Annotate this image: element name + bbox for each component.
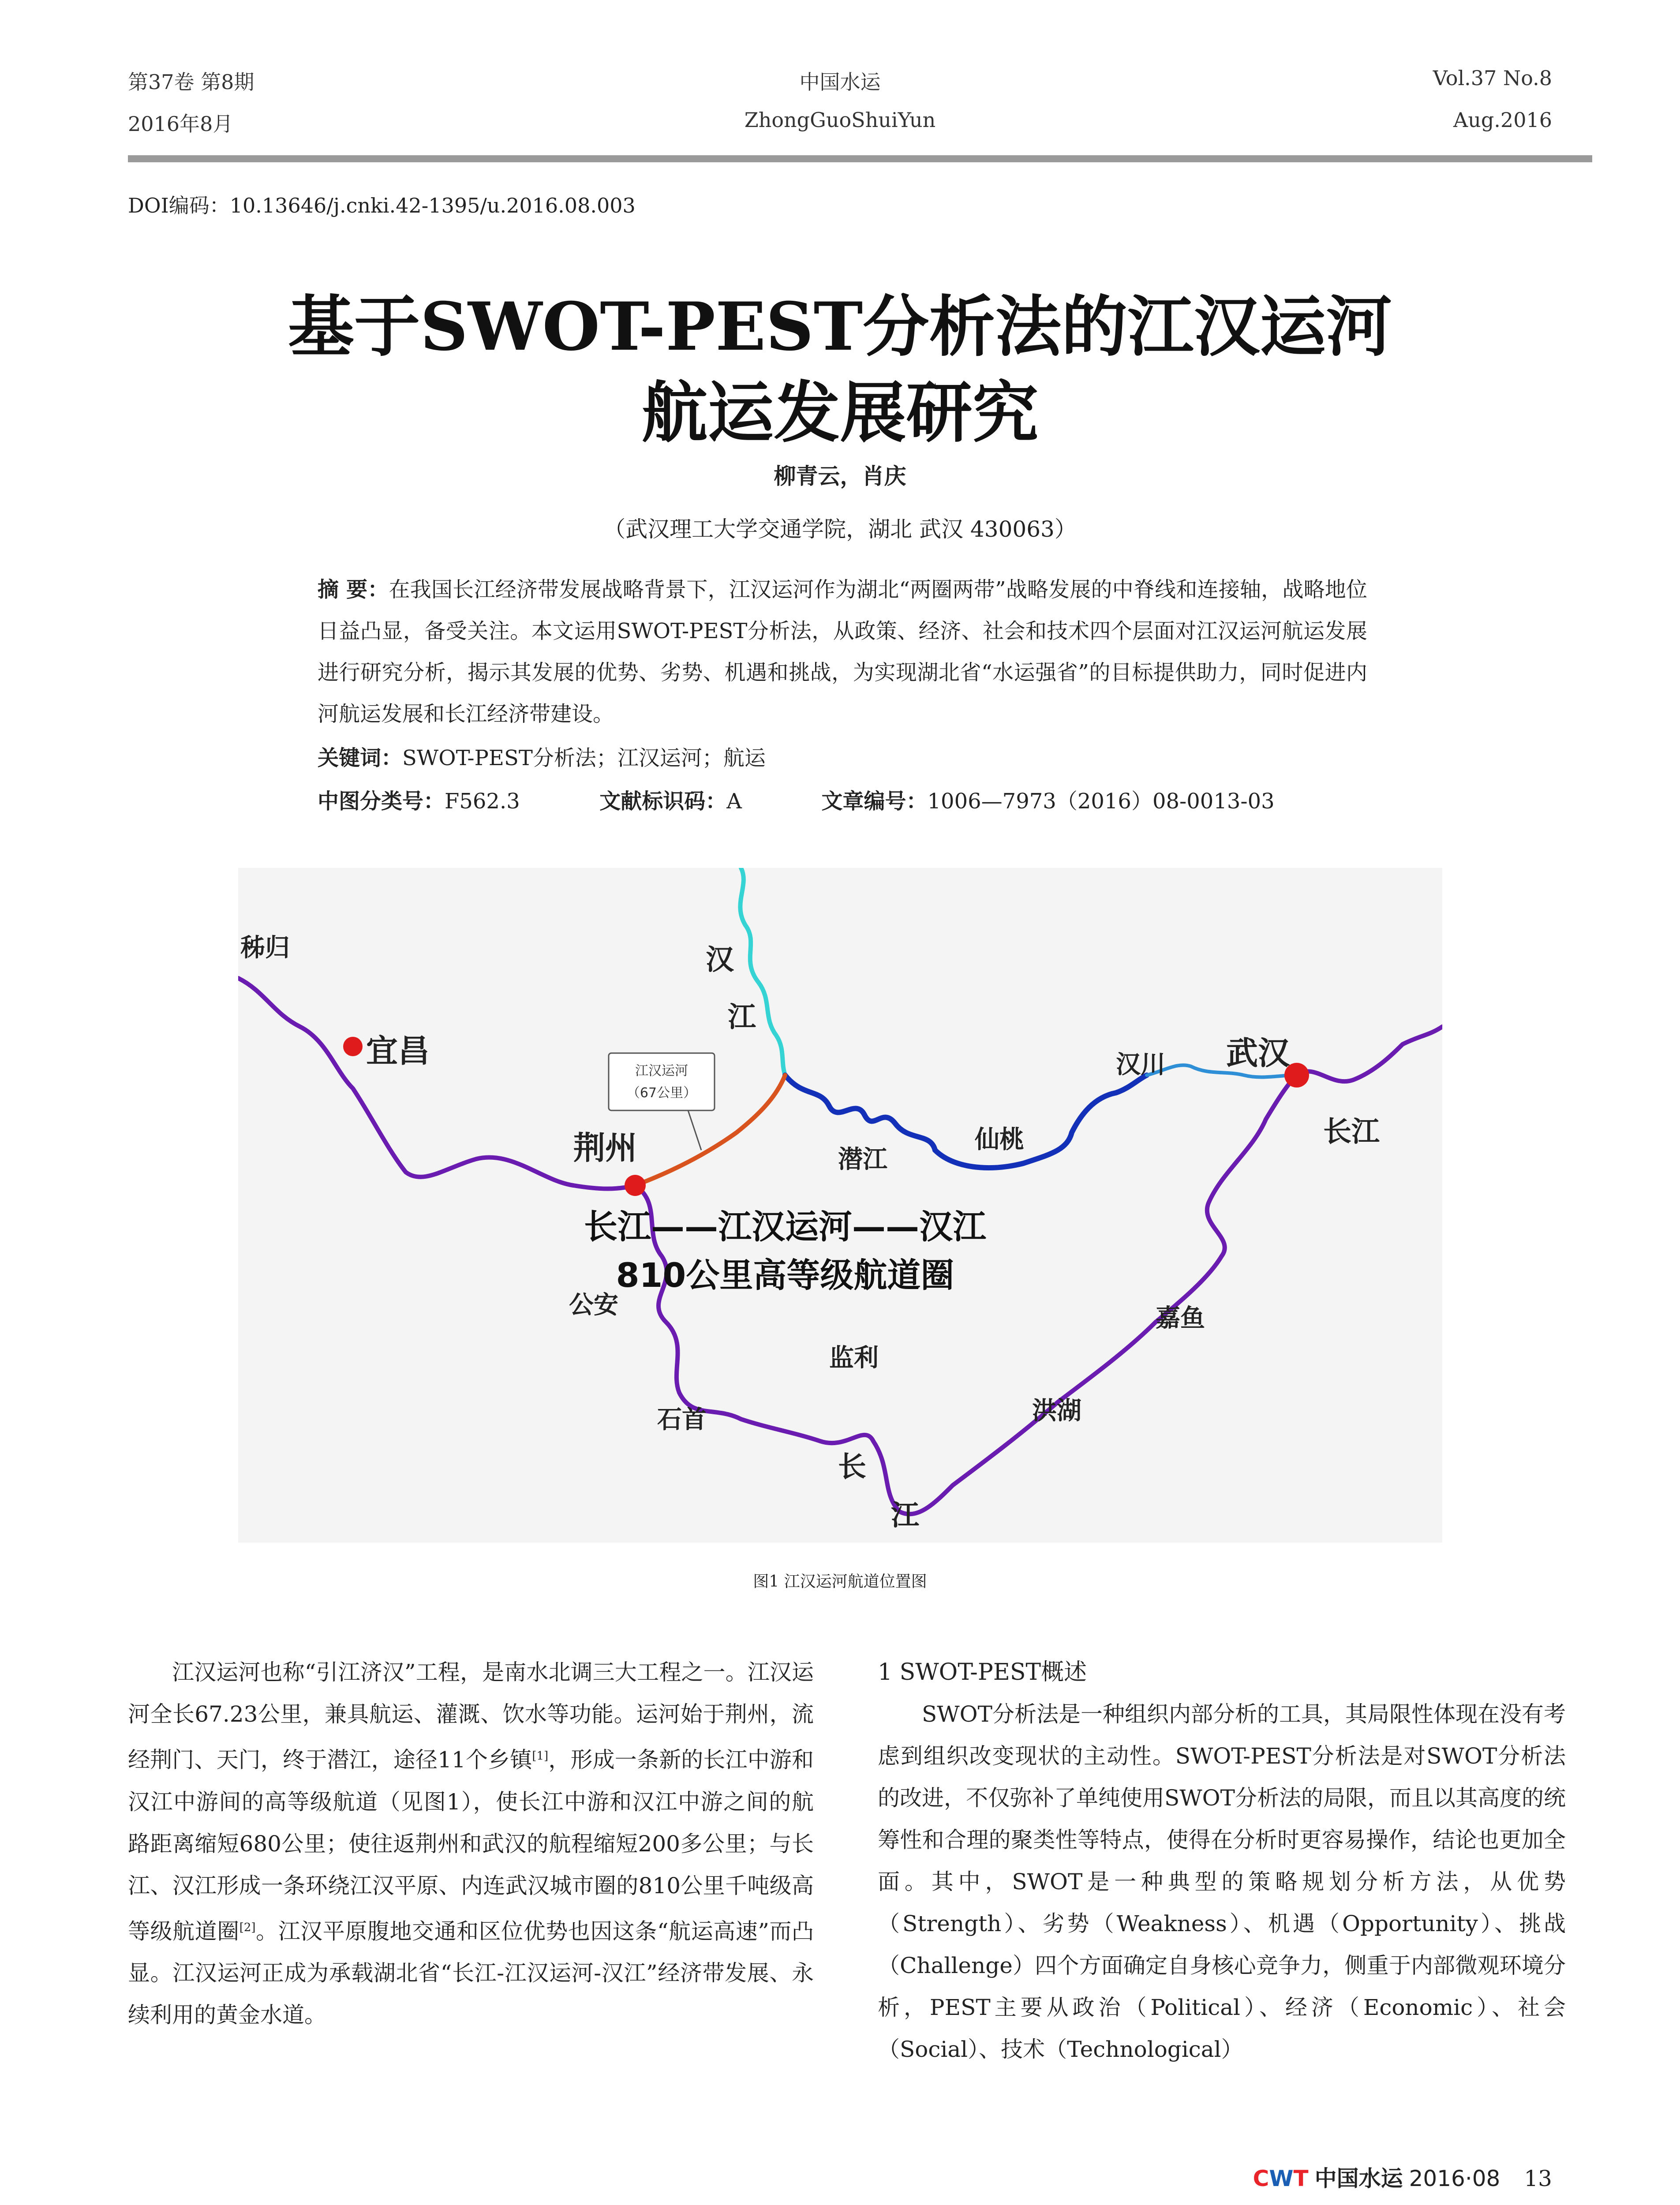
article-value: 1006—7973（2016）08-0013-03 <box>927 789 1275 814</box>
label-shishou: 石首 <box>657 1405 707 1434</box>
doccode-label: 文献标识码： <box>599 789 727 814</box>
label-jiayu: 嘉鱼 <box>1156 1304 1205 1333</box>
header-date: 2016年8月 <box>128 112 233 136</box>
map-svg <box>238 868 1442 1543</box>
paper-title-line1: 基于SWOT-PEST分析法的江汉运河 <box>288 288 1392 366</box>
label-chang-bottom: 长 <box>838 1451 866 1484</box>
circle-label-line1: 长江——江汉运河——汉江 <box>584 1207 986 1246</box>
footer <box>1253 2161 1552 2193</box>
keywords-label: 关键词： <box>318 746 403 770</box>
header-vol-issue-en: Vol.37 No.8 <box>1433 66 1552 90</box>
abstract-text: 在我国长江经济带发展战略背景下，江汉运河作为湖北“两圈两带”战略发展的中脊线和连接轴，战略地位日益凸显，备受关注。本文运用SWOT-PEST分析法，从政策、经济、社会和技术四个层面对江汉运河航运发展进行研究分析，揭示其发展的优势、劣势、机遇和挑战，为实现湖北省“水运强省”的目标提供助力，同时促进内河航运发展和长江经济带建设。 <box>318 577 1367 726</box>
clc-value: F562.3 <box>445 789 520 814</box>
citation-1: [1] <box>532 1749 549 1763</box>
footer-journal: 中国水运 <box>1314 2166 1403 2191</box>
clc-label: 中图分类号： <box>318 789 445 814</box>
page-number: 13 <box>1524 2166 1552 2191</box>
affiliation: （武汉理工大学交通学院，湖北 武汉 430063） <box>603 516 1077 542</box>
authors: 柳青云，肖庆 <box>774 463 906 489</box>
cwt-logo: CWT <box>1253 2166 1309 2191</box>
right-column <box>878 1652 1566 2070</box>
keywords <box>318 741 766 771</box>
header-vol-issue: 第37卷 第8期 <box>128 70 254 94</box>
section-1-paragraph: SWOT分析法是一种组织内部分析的工具，其局限性体现在没有考虑到组织改变现状的主动性。SWOT-PEST分析法是对SWOT分析法的改进，不仅弥补了单纯使用SWOT分析法的局限，而且以其高度的统筹性和合理的聚类性等特点，使得在分析时更容易操作，结论也更加全面。其中，SWOT是一种典型的策略规划分析方法，从优势（Strength）、劣势（Weakness）、机遇（Opportunity）、挑战（Challenge）四个方面确定自身核心竞争力，侧重于内部微观环境分析，PEST主要从政治（Political）、经济（Economic）、社会（Social）、技术（Technological） <box>878 1701 1566 2062</box>
label-qianjiang: 潜江 <box>838 1145 887 1174</box>
header-rule <box>128 155 1592 162</box>
label-changjiang-right: 长江 <box>1323 1116 1380 1148</box>
paper-title-line2: 航运发展研究 <box>641 374 1039 452</box>
doccode-value: A <box>726 789 742 814</box>
header-journal-pinyin: ZhongGuoShuiYun <box>744 108 936 132</box>
abstract-label: 摘 要： <box>318 577 389 602</box>
abstract <box>318 569 1367 735</box>
figure-caption: 图1 江汉运河航道位置图 <box>753 1573 927 1591</box>
section-1-heading: 1 SWOT-PEST概述 <box>878 1659 1087 1686</box>
label-wuhan: 武汉 <box>1226 1035 1290 1072</box>
classification-line <box>318 784 1376 815</box>
header-journal: 中国水运 <box>799 70 881 94</box>
label-han-1: 汉 <box>706 944 734 976</box>
intro-paragraph <box>128 1652 814 2036</box>
label-jiang-1: 江 <box>728 1001 756 1034</box>
label-xiantao: 仙桃 <box>975 1125 1024 1154</box>
circle-label-line2: 810公里高等级航道圈 <box>616 1256 954 1295</box>
citation-2: [2] <box>239 1921 256 1934</box>
canal-callout-line1: 江汉运河 <box>635 1063 688 1079</box>
label-hanchuan: 汉川 <box>1116 1050 1165 1079</box>
figure-map <box>238 868 1442 1543</box>
left-column <box>128 1652 814 2036</box>
intro-text-2: ，形成一条新的长江中游和汉江中游间的高等级航道（见图1），使长江中游和汉江中游之间的航路距离缩短680公里；使往返荆州和武汉的航程缩短200多公里；与长江、汉江形成一条环绕江汉平原、内连武汉城市圈的810公里千吨级高等级航道圈 <box>128 1747 814 1944</box>
canal-callout-line2: （67公里） <box>626 1085 697 1101</box>
canal-callout-box <box>609 1053 715 1110</box>
intro-text-3: 。江汉平原腹地交通和区位优势也因这条“航运高速”而凸显。江汉运河正成为承载湖北省“长江-江汉运河-汉江”经济带发展、永续利用的黄金水道。 <box>128 1918 814 2028</box>
jingzhou-city-marker <box>625 1175 646 1196</box>
keywords-text: SWOT-PEST分析法；江汉运河；航运 <box>402 746 766 770</box>
label-jianli: 监利 <box>829 1344 879 1372</box>
label-gongan: 公安 <box>569 1291 618 1319</box>
label-jingzhou: 荆州 <box>573 1129 637 1166</box>
label-honghu: 洪湖 <box>1032 1397 1081 1425</box>
label-jiang-bottom: 江 <box>891 1499 919 1532</box>
canal-callout-pointer <box>688 1110 701 1150</box>
header-date-en: Aug.2016 <box>1453 108 1552 132</box>
label-zigui: 秭归 <box>240 934 290 962</box>
article-label: 文章编号： <box>821 789 928 814</box>
doi: DOI编码：10.13646/j.cnki.42-1395/u.2016.08.003 <box>128 194 636 217</box>
intro-text-1: 江汉运河也称“引江济汉”工程，是南水北调三大工程之一。江汉运河全长67.23公里，兼具航运、灌溉、饮水等功能。运河始于荆州，流经荆门、天门，终于潜江，途径11个乡镇 <box>128 1659 814 1773</box>
label-yichang: 宜昌 <box>366 1032 430 1069</box>
han-river-upper <box>740 868 785 1075</box>
yichang-city-marker <box>343 1037 363 1056</box>
footer-date: 2016·08 <box>1409 2166 1500 2191</box>
